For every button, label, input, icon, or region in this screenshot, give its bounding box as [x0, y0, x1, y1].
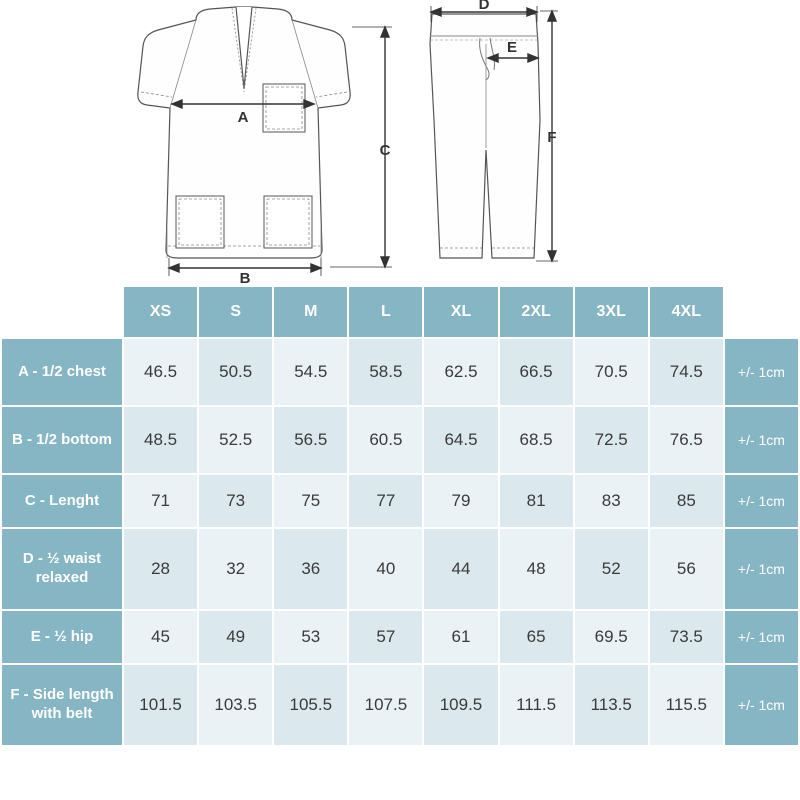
- cell-b-m: 56.5: [273, 406, 348, 474]
- table-row-e: [1, 610, 799, 664]
- cell-a-2xl: 66.5: [499, 338, 574, 406]
- table-row-d: [1, 528, 799, 610]
- size-header-xl: XL: [423, 286, 498, 338]
- cell-b-4xl: 76.5: [649, 406, 724, 474]
- cell-b-xl: 64.5: [423, 406, 498, 474]
- size-header-m: M: [273, 286, 348, 338]
- cell-a-xs: 46.5: [123, 338, 198, 406]
- cell-c-3xl: 83: [574, 474, 649, 528]
- tolerance-a: +/- 1cm: [724, 338, 799, 406]
- cell-f-l: 107.5: [348, 664, 423, 746]
- tolerance-b: +/- 1cm: [724, 406, 799, 474]
- cell-e-s: 49: [198, 610, 273, 664]
- cell-a-4xl: 74.5: [649, 338, 724, 406]
- cell-e-l: 57: [348, 610, 423, 664]
- cell-e-xs: 45: [123, 610, 198, 664]
- cell-d-2xl: 48: [499, 528, 574, 610]
- measure-c-label: C: [379, 142, 391, 159]
- size-table: [0, 285, 800, 747]
- cell-c-2xl: 81: [499, 474, 574, 528]
- cell-e-4xl: 73.5: [649, 610, 724, 664]
- cell-c-xs: 71: [123, 474, 198, 528]
- cell-c-l: 77: [348, 474, 423, 528]
- measure-f-label: F: [547, 129, 557, 146]
- table-row-b: [1, 406, 799, 474]
- cell-f-2xl: 111.5: [499, 664, 574, 746]
- size-header-2xl: 2XL: [499, 286, 574, 338]
- cell-d-l: 40: [348, 528, 423, 610]
- measure-b-label: B: [239, 270, 251, 285]
- row-label-a: A - 1/2 chest: [1, 338, 123, 406]
- cell-d-xs: 28: [123, 528, 198, 610]
- measure-d-label: D: [478, 0, 490, 13]
- cell-a-s: 50.5: [198, 338, 273, 406]
- row-label-c: C - Lenght: [1, 474, 123, 528]
- cell-b-l: 60.5: [348, 406, 423, 474]
- cell-b-s: 52.5: [198, 406, 273, 474]
- cell-b-xs: 48.5: [123, 406, 198, 474]
- cell-d-3xl: 52: [574, 528, 649, 610]
- cell-f-4xl: 115.5: [649, 664, 724, 746]
- cell-a-l: 58.5: [348, 338, 423, 406]
- tolerance-header: [724, 286, 799, 338]
- cell-b-3xl: 72.5: [574, 406, 649, 474]
- row-label-b: B - 1/2 bottom: [1, 406, 123, 474]
- table-row-c: [1, 474, 799, 528]
- cell-c-m: 75: [273, 474, 348, 528]
- size-header-s: S: [198, 286, 273, 338]
- cell-f-3xl: 113.5: [574, 664, 649, 746]
- cell-d-m: 36: [273, 528, 348, 610]
- cell-c-s: 73: [198, 474, 273, 528]
- size-header-l: L: [348, 286, 423, 338]
- cell-c-xl: 79: [423, 474, 498, 528]
- scrub-top-drawing: [138, 7, 350, 258]
- tolerance-f: +/- 1cm: [724, 664, 799, 746]
- size-header-xs: XS: [123, 286, 198, 338]
- size-header-3xl: 3XL: [574, 286, 649, 338]
- row-label-f: F - Side length with belt: [1, 664, 123, 746]
- measure-e-label: E: [506, 39, 518, 56]
- cell-f-s: 103.5: [198, 664, 273, 746]
- garment-diagram: [0, 0, 800, 285]
- cell-f-xs: 101.5: [123, 664, 198, 746]
- size-header-4xl: 4XL: [649, 286, 724, 338]
- cell-b-2xl: 68.5: [499, 406, 574, 474]
- measure-a-label: A: [237, 109, 249, 126]
- cell-e-xl: 61: [423, 610, 498, 664]
- cell-d-xl: 44: [423, 528, 498, 610]
- cell-a-m: 54.5: [273, 338, 348, 406]
- cell-a-3xl: 70.5: [574, 338, 649, 406]
- cell-d-s: 32: [198, 528, 273, 610]
- cell-e-2xl: 65: [499, 610, 574, 664]
- cell-c-4xl: 85: [649, 474, 724, 528]
- garment-diagram-svg: [0, 0, 800, 285]
- cell-e-m: 53: [273, 610, 348, 664]
- cell-f-m: 105.5: [273, 664, 348, 746]
- tolerance-d: +/- 1cm: [724, 528, 799, 610]
- scrub-pants-drawing: [430, 14, 540, 258]
- table-row-f: [1, 664, 799, 746]
- cell-f-xl: 109.5: [423, 664, 498, 746]
- table-row-a: [1, 338, 799, 406]
- tolerance-e: +/- 1cm: [724, 610, 799, 664]
- row-label-d: D - ½ waist relaxed: [1, 528, 123, 610]
- cell-d-4xl: 56: [649, 528, 724, 610]
- row-label-e: E - ½ hip: [1, 610, 123, 664]
- size-table-header-row: [1, 286, 799, 338]
- cell-a-xl: 62.5: [423, 338, 498, 406]
- table-corner-cell: [1, 286, 123, 338]
- cell-e-3xl: 69.5: [574, 610, 649, 664]
- tolerance-c: +/- 1cm: [724, 474, 799, 528]
